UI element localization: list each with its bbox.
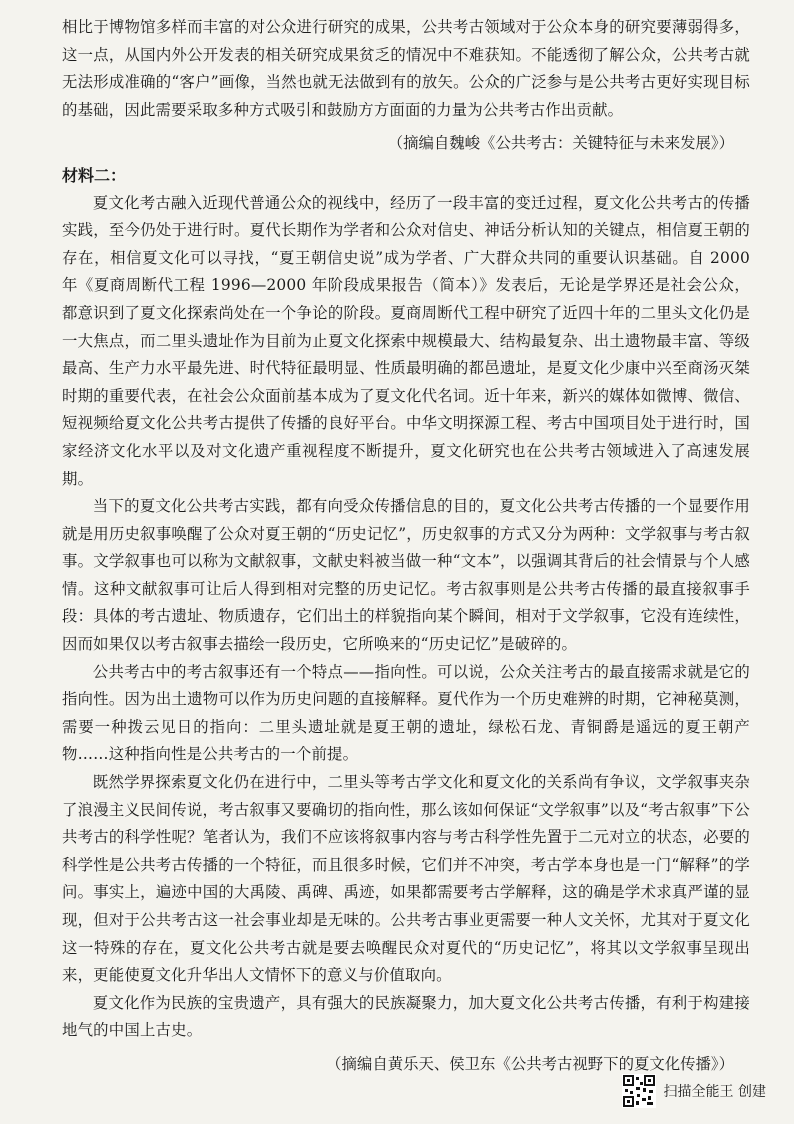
material-two-heading: 材料二： <box>62 165 127 185</box>
body-paragraph: 夏文化考古融入近现代普通公众的视线中，经历了一段丰富的变迁过程，夏文化公共考古的传播实践，至今仍处于进行时。夏代长期作为学者和公众对信史、神话分析认知的关键点，相信夏王朝的存在，相信夏文化可以寻找，“夏王朝信史说”成为学者、广大群众共同的重要认识基础。自 2000 年《夏商周断代工程 1996—2000 年阶段成果报告（简本）》发表后，无论是学界还是社会公众，都意识到了夏文化探索尚处在一个争论的阶段。夏商周断代工程中研究了近四十年的二里头文化仍是一大焦点，而二里头遗址作为目前为止夏文化探索中规模最大、结构最复杂、出土遗物最丰富、等级最高、生产力水平最先进、时代特征最明显、性质最明确的都邑遗址，是夏文化少康中兴至商汤灭桀时期的重要代表，在社会公众面前基本成为了夏文化代名词。近十年来，新兴的媒体如微博、微信、短视频给夏文化公共考古提供了传播的良好平台。中华文明探源工程、考古中国项目处于进行时，国家经济文化水平以及对文化遗产重视程度不断提升，夏文化研究也在公共考古领域进入了高速发展期。 <box>62 193 750 488</box>
material-one-paragraph: 相比于博物馆多样而丰富的对公众进行研究的成果，公共考古领域对于公众本身的研究要薄弱得多，这一点，从国内外公开发表的相关研究成果贫乏的情况中不难获知。不能透彻了解公众，公共考古就无法形成准确的“客户”画像，当然也就无法做到有的放矢。公众的广泛参与是公共考古更好实现目标的基础，因此需要采取多种方式吸引和鼓励方方面面的力量为公共考古作出贡献。 <box>62 18 750 119</box>
material-one-source: （摘编自魏峻《公共考古：关键特征与未来发展》） <box>387 134 734 153</box>
watermark-text: 扫描全能王 创建 <box>663 1084 766 1100</box>
body-paragraph: 既然学界探索夏文化仍在进行中，二里头等考古学文化和夏文化的关系尚有争议，文学叙事夹杂了浪漫主义民间传说，考古叙事又要确切的指向性，那么该如何保证“文学叙事”以及“考古叙事”下公共考古的科学性呢？笔者认为，我们不应该将叙事内容与考古科学性先置于二元对立的状态，必要的科学性是公共考古传播的一个特征，而且很多时候，它们并不冲突，考古学本身也是一门“解释”的学问。事实上，遍迹中国的大禹陵、禹碑、禹迹，如果都需要考古学解释，这的确是学术求真严谨的显现，但对于公共考古这一社会事业却是无味的。公共考古事业更需要一种人文关怀，尤其对于夏文化这一特殊的存在，夏文化公共考古就是要去唤醒民众对夏代的“历史记忆”，将其以文学叙事呈现出来，更能使夏文化升华出人文情怀下的意义与价值取向。 <box>62 773 750 985</box>
material-one-body <box>62 14 750 124</box>
material-two-source: （摘编自黄乐天、侯卫东《公共考古视野下的夏文化传播》） <box>326 1054 734 1073</box>
body-paragraph: 夏文化作为民族的宝贵遗产，具有强大的民族凝聚力，加大夏文化公共考古传播，有利于构建接地气的中国上古史。 <box>62 993 750 1040</box>
qr-code-icon <box>622 1074 656 1108</box>
material-two-body <box>62 190 750 1045</box>
scanner-watermark <box>622 1074 766 1108</box>
body-paragraph: 公共考古中的考古叙事还有一个特点——指向性。可以说，公众关注考古的最直接需求就是它的指向性。因为出土遗物可以作为历史问题的直接解释。夏代作为一个历史难辨的时期，它神秘莫测，需要一种拨云见日的指向：二里头遗址就是夏王朝的遗址，绿松石龙、青铜爵是遥远的夏王朝产物……这种指向性是公共考古的一个前提。 <box>62 662 750 764</box>
body-paragraph: 当下的夏文化公共考古实践，都有向受众传播信息的目的，夏文化公共考古传播的一个显要作用就是用历史叙事唤醒了公众对夏王朝的“历史记忆”，历史叙事的方式又分为两种：文学叙事与考古叙事。文学叙事也可以称为文献叙事，文献史料被当做一种“文本”，以强调其背后的社会情景与个人感情。这种文献叙事可让后人得到相对完整的历史记忆。考古叙事则是公共考古传播的最直接叙事手段：具体的考古遗址、物质遗存，它们出土的样貌指向某个瞬间，相对于文学叙事，它没有连续性，因而如果仅以考古叙事去描绘一段历史，它所唤来的“历史记忆”是破碎的。 <box>62 497 750 654</box>
